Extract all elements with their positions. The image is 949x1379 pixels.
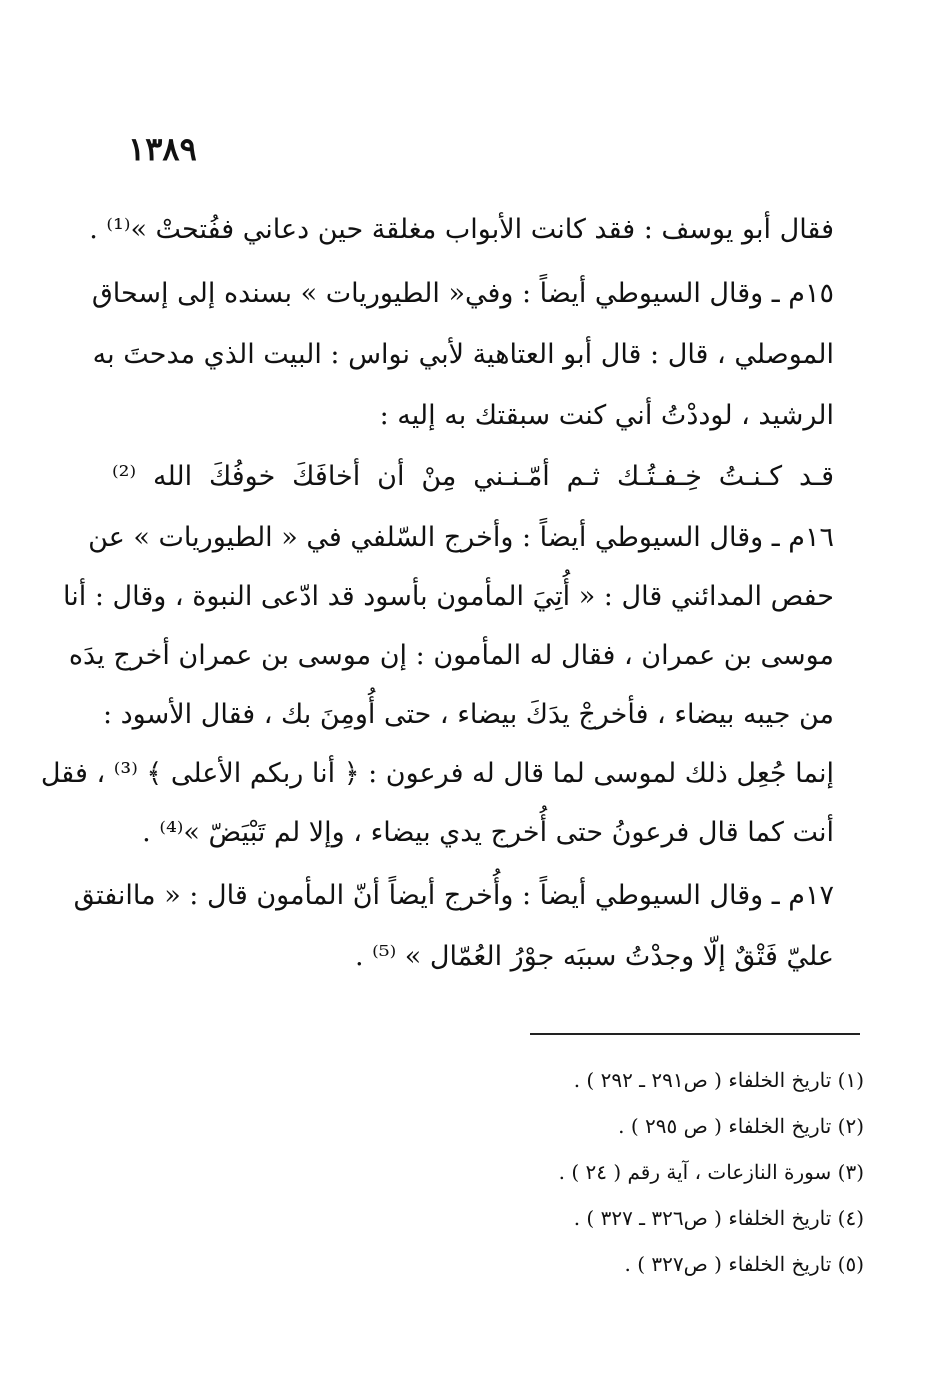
footnote-item: (٢) تاريخ الخلفاء ( ص ٢٩٥ ) .: [618, 1114, 864, 1138]
body-line: ١٦م ـ وقال السيوطي أيضاً : وأخرج السّلفي في « الطيوريات » عن: [88, 522, 834, 553]
footnote-divider: [530, 1033, 860, 1035]
footnote-item: (٥) تاريخ الخلفاء ( ص٣٢٧ ) .: [624, 1252, 864, 1276]
footnote-item: (٣) سورة النازعات ، آية رقم ( ٢٤ ) .: [558, 1160, 864, 1184]
verse-line: قـد كـنـتُ خِـفـتُـك ثـم أمّـنـني مِنْ أن أخافَكَ خوفُكَ الله ⁽²⁾: [112, 461, 834, 492]
footnote-item: (١) تاريخ الخلفاء ( ص٢٩١ ـ ٢٩٢ ) .: [573, 1068, 864, 1092]
body-line: الرشيد ، لوددْتُ أني كنت سبقتك به إليه :: [379, 400, 834, 431]
body-line: ١٥م ـ وقال السيوطي أيضاً : وفي« الطيوريات » بسنده إلى إسحاق: [91, 278, 834, 309]
body-line: فقال أبو يوسف : فقد كانت الأبواب مغلقة حين دعاني ففُتحتْ »⁽¹⁾ .: [89, 214, 834, 245]
page-number: ١٣٨٩: [128, 130, 197, 168]
body-line: الموصلي ، قال : قال أبو العتاهية لأبي نواس : البيت الذي مدحتَ به: [92, 339, 834, 370]
body-line: إنما جُعِل ذلك لموسى لما قال له فرعون : ﴿ أنا ربكم الأعلى ﴾ ⁽³⁾ ، فقل: [40, 758, 834, 789]
body-line: حفص المدائني قال : « أُتِيَ المأمون بأسود قد ادّعى النبوة ، وقال : أنا: [63, 581, 834, 612]
body-line: ١٧م ـ وقال السيوطي أيضاً : وأُخرج أيضاً أنّ المأمون قال : « ماانفتق: [73, 880, 834, 911]
body-line: موسى بن عمران ، فقال له المأمون : إن موسى بن عمران أخرج يدَه: [68, 640, 834, 671]
body-line: عليّ فَتْقٌ إلّا وجدْتُ سببَه جوْرُ العُمّال » ⁽⁵⁾ .: [354, 941, 834, 972]
footnote-item: (٤) تاريخ الخلفاء ( ص٣٢٦ ـ ٣٢٧ ) .: [573, 1206, 864, 1230]
body-line: أنت كما قال فرعونُ حتى أُخرج يدي بيضاء ، وإلا لم تَبْيَضّ »⁽⁴⁾ .: [142, 817, 834, 848]
body-line: من جيبه بيضاء ، فأخرجْ يدَكَ بيضاء ، حتى أُومِنَ بك ، فقال الأسود :: [102, 699, 834, 730]
